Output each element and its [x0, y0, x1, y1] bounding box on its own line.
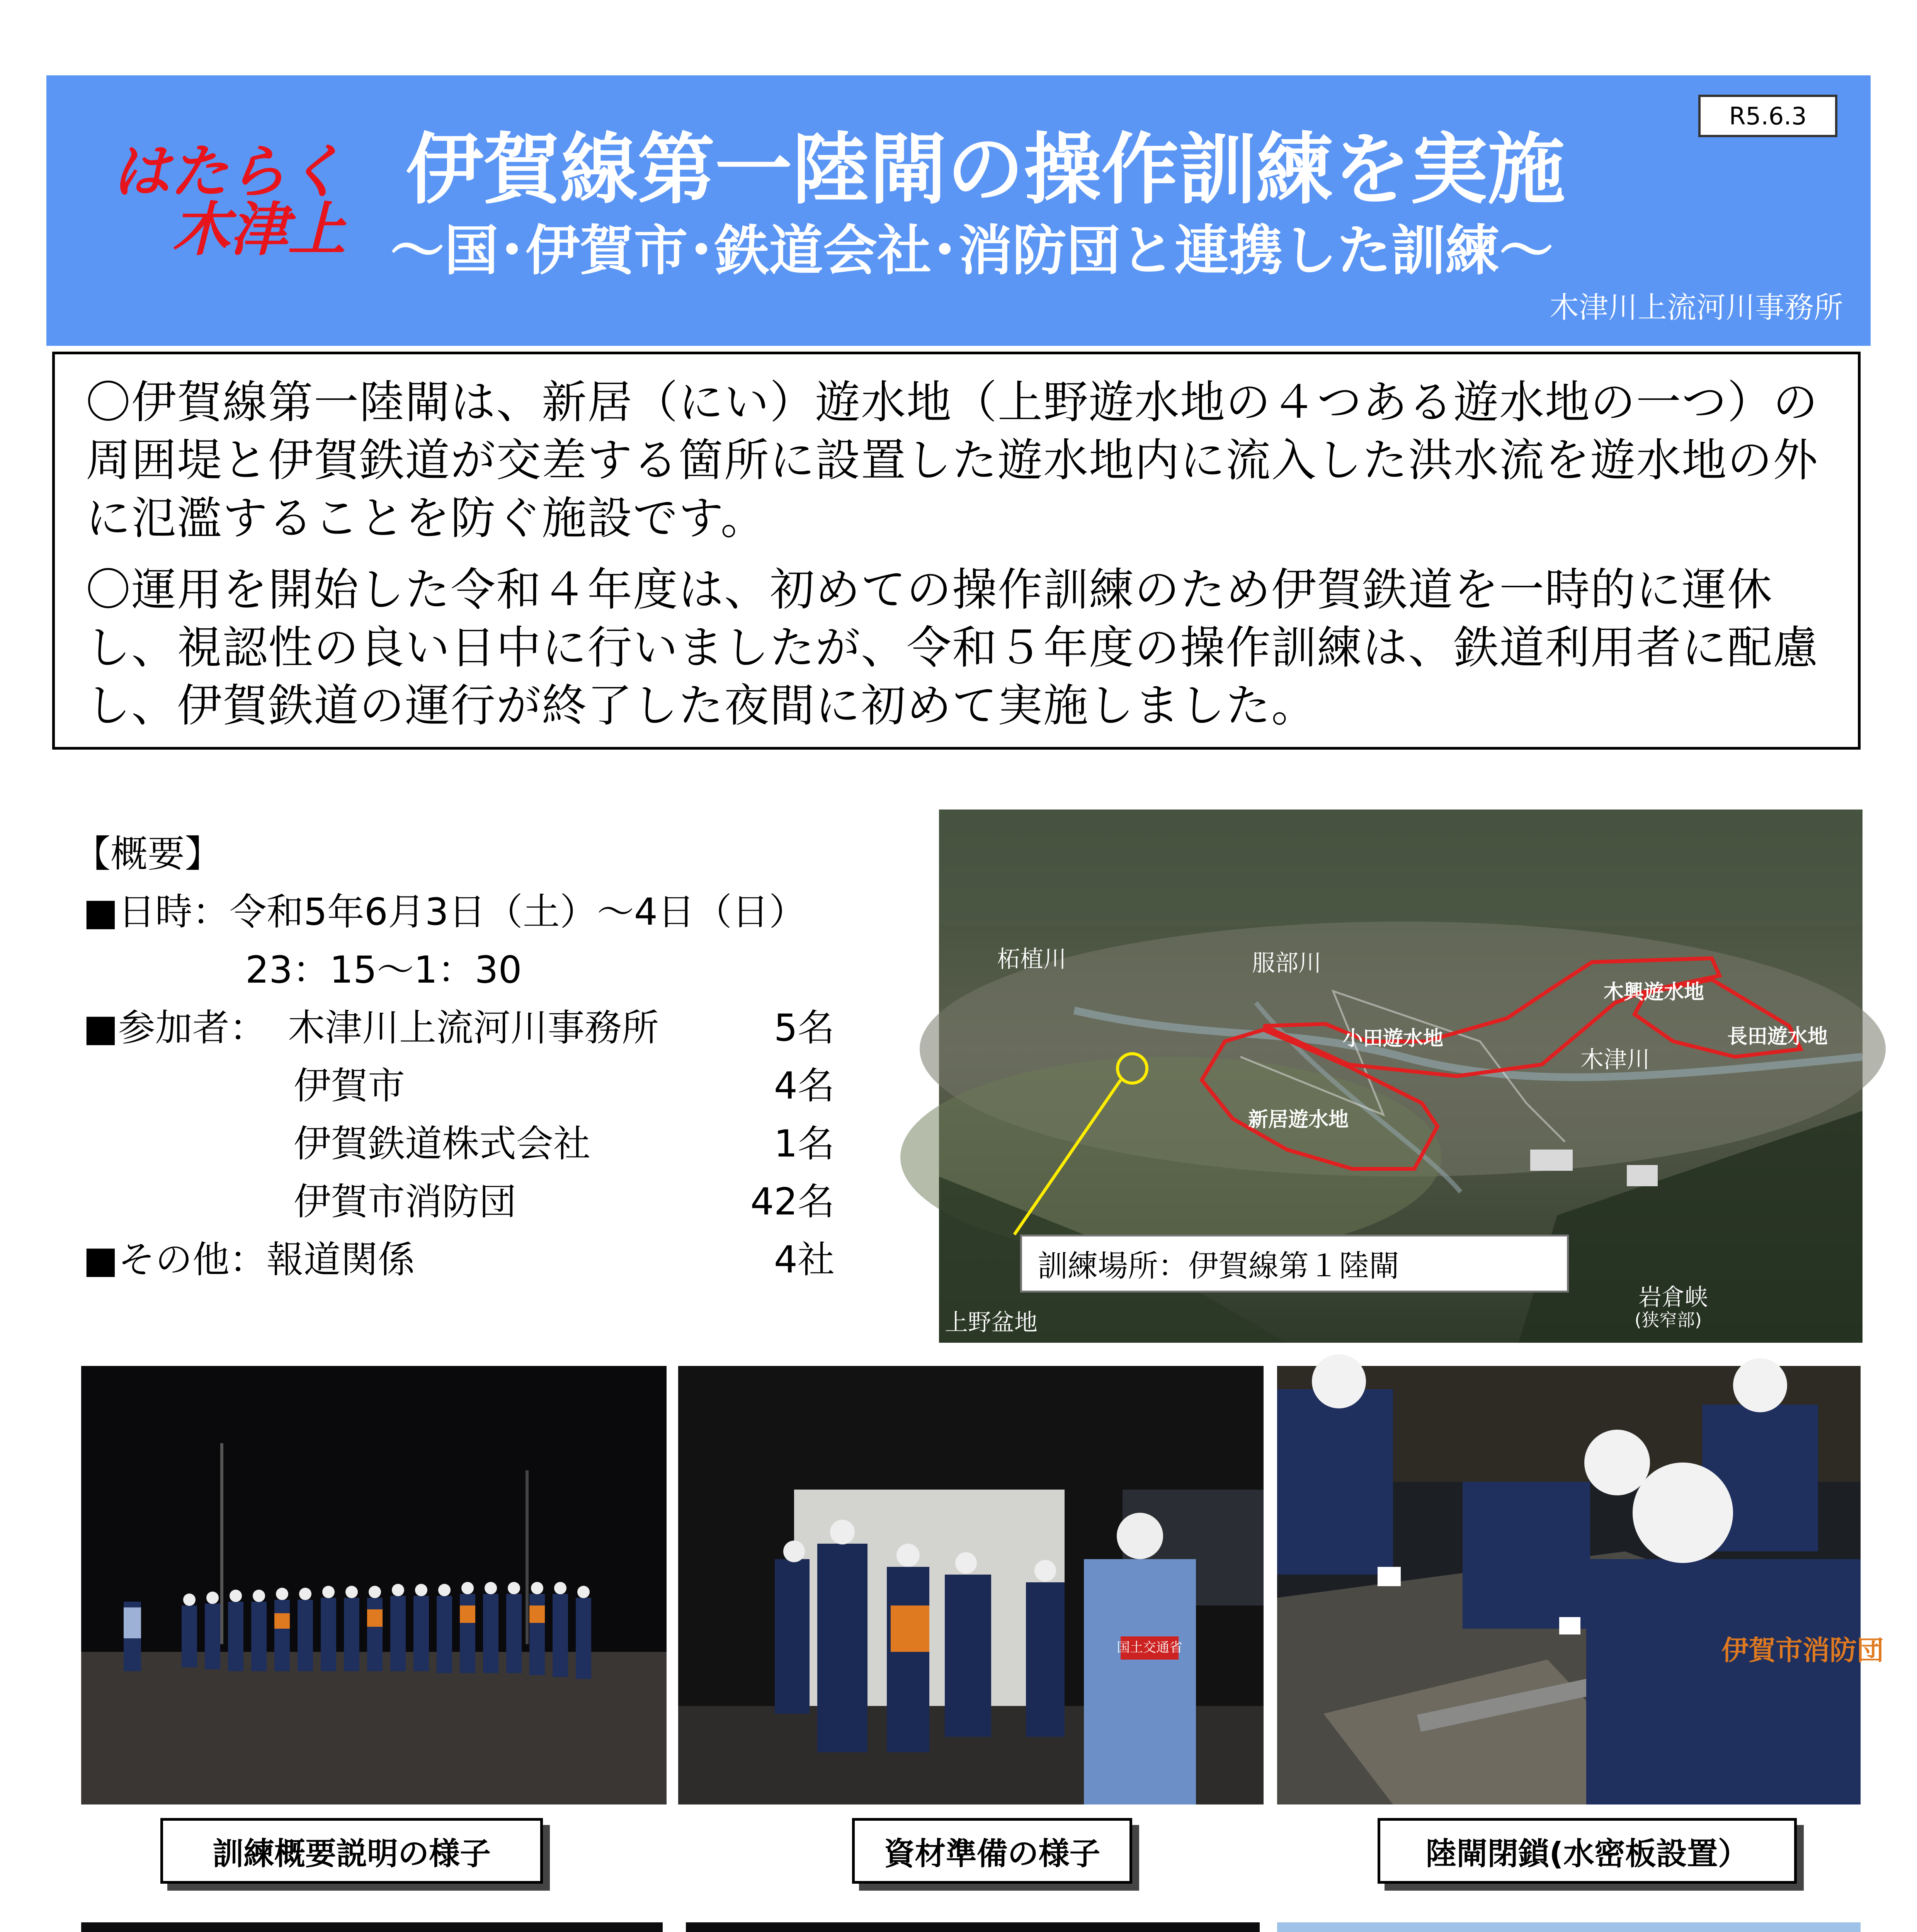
photo-gate-closed	[686, 1922, 1260, 1932]
participant-name: 木津川上流河川事務所	[288, 1006, 659, 1049]
participant-count: 1名	[774, 1122, 835, 1165]
map-label-tsuge: 柘植川	[997, 946, 1067, 973]
participant-name: 伊賀市消防団	[294, 1180, 516, 1223]
caption-material-prep: 資材準備の様子	[852, 1818, 1132, 1884]
photo-gate-closing	[81, 1922, 663, 1932]
overview-other-count: 4社	[774, 1238, 835, 1281]
map-label-nagata-pond: 長田遊水地	[1727, 1025, 1828, 1048]
map-label-kizu: 木津川	[1580, 1046, 1650, 1073]
caption-waterproof-board: 陸閘閉鎖(水密板設置）	[1378, 1818, 1797, 1884]
intro-box	[52, 352, 1861, 750]
overview-other: ■その他：報道関係	[83, 1238, 415, 1281]
participant-count: 42名	[750, 1180, 835, 1223]
overview-datetime: ■日時：令和5年6月3日（土）～4日（日）	[83, 890, 806, 934]
map-label-iwakura: 岩倉峡	[1638, 1284, 1708, 1311]
photo-waterproof-board	[1277, 1366, 1884, 1804]
date-tag: R5.6.3	[1698, 95, 1837, 137]
aerial-map-photo	[939, 810, 1863, 1343]
map-callout: 訓練場所：伊賀線第１陸閘	[1020, 1235, 1569, 1293]
header-office: 木津川上流河川事務所	[1550, 290, 1843, 325]
map-label-iwakura-sub: (狭窄部)	[1635, 1310, 1702, 1330]
overview-time: 23：15～1：30	[245, 948, 522, 992]
photo-badge-mlit: 国土交通省	[1117, 1640, 1182, 1655]
photo-briefing	[81, 1366, 667, 1804]
participant-name: 伊賀市	[294, 1064, 405, 1107]
logo-line-1: はたらく	[112, 138, 344, 206]
caption-briefing: 訓練概要説明の様子	[160, 1818, 543, 1884]
overview-participants-label: ■参加者：	[83, 1006, 267, 1049]
participant-count: 4名	[774, 1064, 835, 1107]
intro-paragraph-1: 〇伊賀線第一陸閘は、新居（にい）遊水地（上野遊水地の４つある遊水地の一つ）の周囲堤と伊賀鉄道が交差する箇所に設置した遊水地内に流入した洪水流を遊水地の外に氾濫することを防ぐ施設です。	[86, 376, 1818, 544]
participant-name: 伊賀鉄道株式会社	[294, 1122, 590, 1165]
map-label-hattori: 服部川	[1252, 950, 1322, 977]
photo-gate-closed-r4	[1277, 1922, 1861, 1932]
intro-paragraph-2: 〇運用を開始した令和４年度は、初めての操作訓練のため伊賀鉄道を一時的に運休し、視認性の良い日中に行いましたが、令和５年度の操作訓練は、鉄道利用者に配慮し、伊賀鉄道の運行が終了した夜間に初めて実施しました。	[86, 564, 1818, 732]
map-label-kiko-pond: 木興遊水地	[1604, 981, 1704, 1004]
photo-material-prep	[678, 1366, 1264, 1804]
page-subtitle: ～国･伊賀市･鉄道会社･消防団と連携した訓練～	[390, 219, 1554, 282]
overview-heading: 【概要】	[73, 832, 222, 876]
participant-count: 5名	[774, 1006, 835, 1049]
page-title: 伊賀線第一陸閘の操作訓練を実施	[406, 125, 1565, 215]
map-label-oda-pond: 小田遊水地	[1343, 1027, 1444, 1050]
logo-line-2: 木津上	[172, 196, 346, 264]
map-label-ueno: 上野盆地	[945, 1309, 1038, 1336]
photo-jacket-text: 伊賀市消防団	[1721, 1634, 1884, 1666]
map-label-nii-pond: 新居遊水地	[1248, 1108, 1349, 1131]
